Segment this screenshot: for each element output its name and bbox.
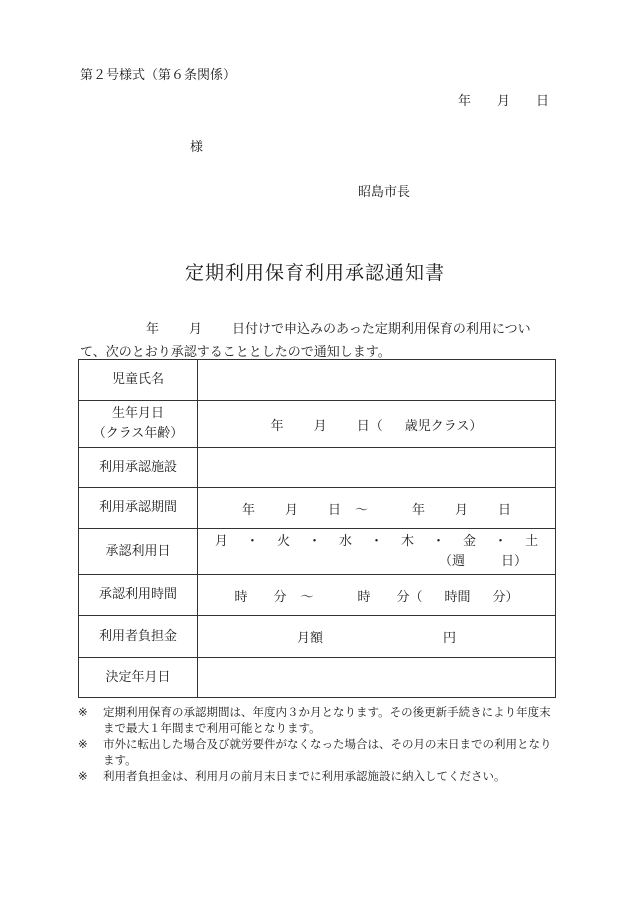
- row-label: 承認利用時間: [79, 575, 198, 616]
- row-label: 利用者負担金: [79, 616, 198, 658]
- date-day-label: 日: [536, 94, 550, 109]
- tilde: ～: [300, 589, 314, 605]
- approval-table: [78, 359, 556, 698]
- table-row: [79, 360, 556, 401]
- usage-time-field: [198, 575, 556, 616]
- week-label: （週: [438, 553, 465, 569]
- note-item: [78, 768, 558, 784]
- row-label: [79, 401, 198, 448]
- class-age-label: （クラス年齢）: [92, 426, 184, 441]
- note-item: [78, 736, 558, 768]
- month-label: 月: [455, 502, 469, 518]
- birthdate-field: [198, 401, 556, 448]
- hours-label: 時間: [444, 589, 471, 605]
- notes-section: [78, 704, 558, 784]
- separator-dot: ・: [369, 533, 383, 549]
- intro-month: 月: [189, 322, 203, 337]
- separator-dot: ・: [307, 533, 321, 549]
- day-label: 日（: [356, 418, 383, 434]
- table-row: [79, 529, 556, 575]
- decision-date-field: [198, 658, 556, 698]
- child-name-field: [198, 360, 556, 401]
- class-label: 歳児クラス）: [404, 418, 483, 434]
- monthly-label: 月額: [296, 631, 323, 646]
- day-label: 日: [327, 502, 341, 518]
- days-per-week: [198, 552, 555, 572]
- table-row: [79, 575, 556, 616]
- table-row: [79, 448, 556, 488]
- issuer-name: 昭島市長: [358, 185, 411, 200]
- weekday-sat: 土: [525, 533, 539, 549]
- row-label: 利用承認期間: [79, 488, 198, 529]
- intro-paragraph: [80, 318, 560, 364]
- note-text: 定期利用保育の承認期間は、年度内３か月となります。その後更新手続きにより年度末まで最大１年間まで利用可能となります。: [103, 705, 551, 735]
- day-label: 日: [498, 502, 512, 518]
- note-mark: ※: [78, 737, 88, 751]
- separator-dot: ・: [494, 533, 508, 549]
- table-row: [79, 488, 556, 529]
- month-label: 月: [284, 502, 298, 518]
- intro-year: 年: [146, 322, 160, 337]
- tilde: ～: [354, 502, 368, 518]
- weekday-list: [198, 532, 555, 552]
- date-month-label: 月: [497, 94, 511, 109]
- separator-dot: ・: [432, 533, 446, 549]
- note-item: [78, 704, 558, 736]
- addressee-suffix: 様: [190, 140, 204, 155]
- fee-field: [198, 616, 556, 658]
- issue-date: [458, 90, 549, 109]
- minutes-label: 分）: [492, 589, 519, 605]
- minute-label: 分: [273, 589, 287, 605]
- week-days-label: 日）: [500, 553, 527, 569]
- table-row: [79, 401, 556, 448]
- weekday-mon: 月: [214, 533, 228, 549]
- month-label: 月: [313, 418, 327, 434]
- intro-text-1: 日付けで申込みのあった定期利用保育の利用につい: [232, 322, 531, 337]
- separator-dot: ・: [245, 533, 259, 549]
- usage-days-field: [198, 529, 556, 575]
- note-text: 利用者負担金は、利用月の前月末日までに利用承認施設に納入してください。: [103, 769, 506, 783]
- row-label: 児童氏名: [79, 360, 198, 401]
- form-number: 第２号様式（第６条関係）: [80, 68, 237, 83]
- year-label: 年: [412, 502, 426, 518]
- note-mark: ※: [78, 769, 88, 783]
- table-row: [79, 616, 556, 658]
- yen-label: 円: [443, 631, 457, 646]
- weekday-tue: 火: [276, 533, 290, 549]
- year-label: 年: [241, 502, 255, 518]
- facility-field: [198, 448, 556, 488]
- row-label: 利用承認施設: [79, 448, 198, 488]
- note-text: 市外に転出した場合及び就労要件がなくなった場合は、その月の末日までの利用となります。: [103, 737, 552, 767]
- hour-label: 時: [357, 589, 371, 605]
- minute-label: 分（: [396, 589, 423, 605]
- year-label: 年: [270, 418, 284, 434]
- note-mark: ※: [78, 705, 88, 719]
- weekday-fri: 金: [463, 533, 477, 549]
- hour-label: 時: [234, 589, 248, 605]
- weekday-thu: 木: [401, 533, 415, 549]
- weekday-wed: 水: [338, 533, 352, 549]
- date-year-label: 年: [458, 94, 472, 109]
- row-label: 決定年月日: [79, 658, 198, 698]
- row-label: 承認利用日: [79, 529, 198, 575]
- document-title: 定期利用保育利用承認通知書: [184, 262, 445, 284]
- intro-text-2: て、次のとおり承認することとしたので通知します。: [80, 345, 391, 360]
- table-row: [79, 658, 556, 698]
- birthdate-label: 生年月日: [111, 406, 164, 421]
- period-field: [198, 488, 556, 529]
